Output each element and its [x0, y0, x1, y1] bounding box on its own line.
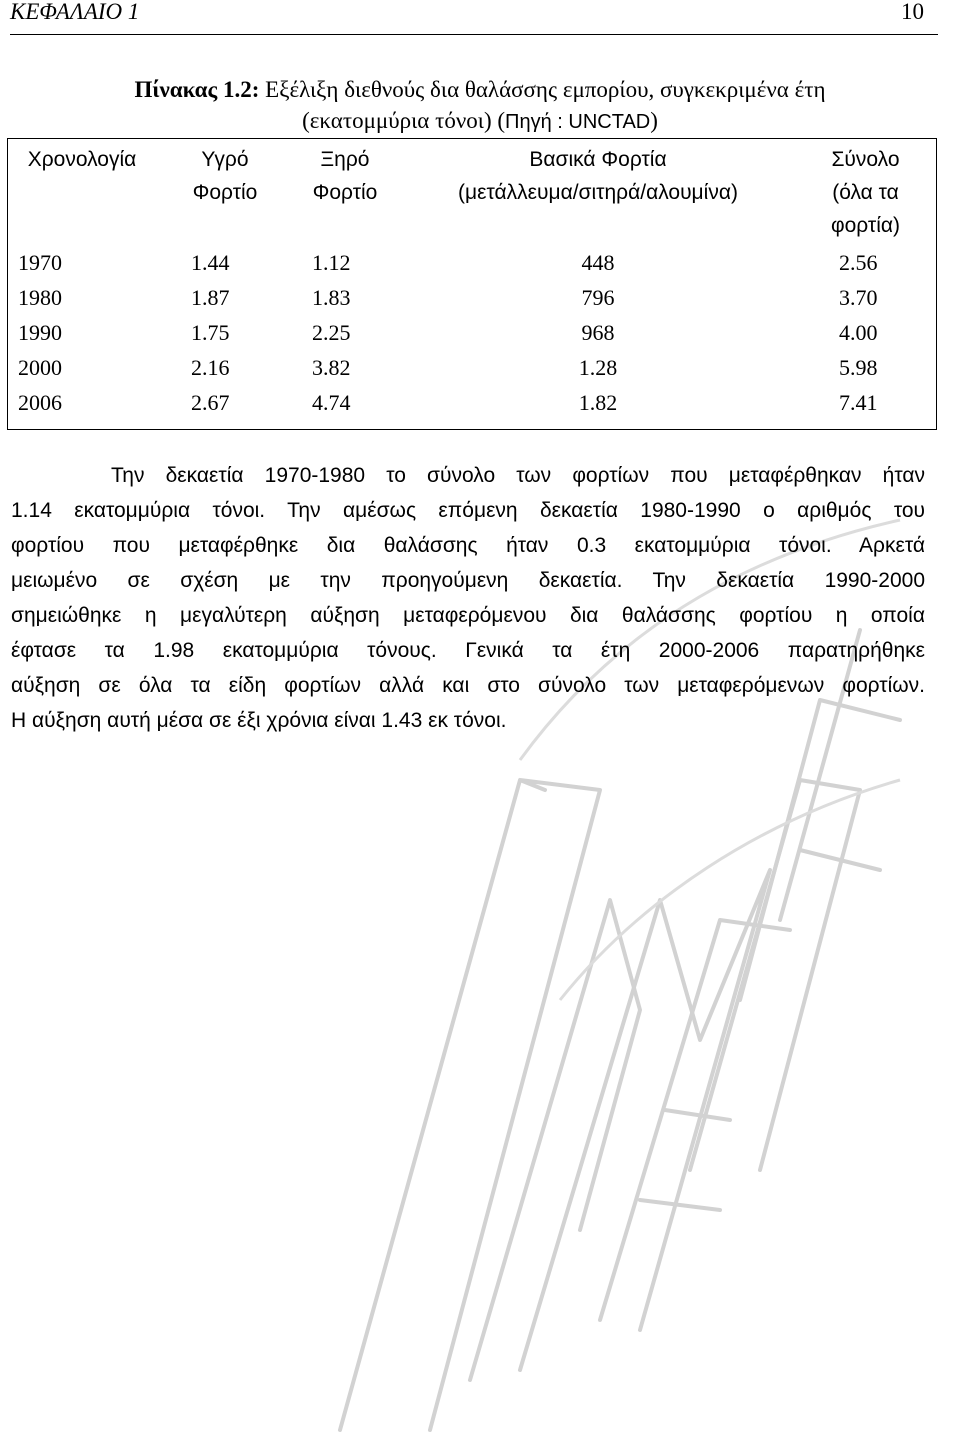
header-total: [803, 143, 928, 242]
paragraph-line: Την δεκαετία 1970-1980 το σύνολο των φορτίων που μεταφέρθηκαν ήταν: [111, 464, 925, 487]
table-caption-label: Πίνακας 1.2:: [134, 77, 260, 102]
paragraph-line: Η αύξηση αυτή μέσα σε έξι χρόνια είναι 1.43 εκ τόνοι.: [11, 709, 507, 732]
table-caption-line2: [0, 106, 960, 137]
table-caption-units: (εκατομμύρια τόνοι) (: [302, 108, 506, 133]
cell-total: 5.98: [839, 355, 878, 380]
cell-dry: 1.83: [312, 285, 351, 310]
header-liquid-line1: Υγρό: [201, 148, 249, 171]
trade-table: [7, 138, 937, 430]
header-year: [12, 143, 152, 176]
cell-liquid: 1.75: [191, 320, 230, 345]
paragraph-line: σημειώθηκε η μεγαλύτερη αύξηση μεταφερόμενου δια θαλάσσης φορτίου η οποία: [11, 604, 925, 627]
table-caption-line1: [0, 75, 960, 105]
table-caption-source: Πηγή : UNCTAD: [505, 111, 651, 133]
page-number: 10: [901, 0, 924, 24]
header-total-line1: Σύνολο: [831, 148, 900, 171]
header-year-label: Χρονολογία: [27, 148, 137, 171]
header-bulks-line2: (μετάλλευμα/σιτηρά/αλουμίνα): [458, 181, 738, 204]
cell-bulks: 1.28: [578, 355, 618, 380]
cell-liquid: 2.16: [191, 355, 230, 380]
body-paragraph: [11, 458, 925, 738]
header-total-line2: (όλα τα: [832, 181, 899, 204]
paragraph-line: 1.14 εκατομμύρια τόνοι. Την αμέσως επόμενη δεκαετία 1980-1990 ο αριθμός του: [11, 499, 925, 522]
paragraph-line: αύξηση σε όλα τα είδη φορτίων αλλά και στο σύνολο των μεταφερόμενων φορτίων.: [11, 674, 925, 697]
cell-total: 4.00: [839, 320, 878, 345]
paragraph-line: έφτασε τα 1.98 εκατομμύρια τόνους. Γενικά τα έτη 2000-2006 παρατηρήθηκε: [11, 639, 925, 662]
cell-dry: 1.12: [312, 250, 351, 275]
cell-dry: 4.74: [312, 390, 351, 415]
cell-year: 1980: [18, 285, 62, 310]
header-total-line3: φορτία): [830, 214, 901, 237]
header-bulks-line1: Βασικά Φορτία: [529, 148, 667, 171]
header-liquid-cargo: [170, 143, 280, 209]
cell-total: 3.70: [839, 285, 878, 310]
header-dry-line2: Φορτίο: [312, 181, 378, 204]
table-caption-close: ): [650, 108, 658, 133]
cell-liquid: 1.44: [191, 250, 230, 275]
cell-dry: 2.25: [312, 320, 351, 345]
header-dry-line1: Ξηρό: [320, 148, 370, 171]
header-dry-cargo: [290, 143, 400, 209]
cell-liquid: 2.67: [191, 390, 230, 415]
cell-year: 2006: [18, 390, 62, 415]
paragraph-line: φορτίου που μεταφέρθηκε δια θαλάσσης ήταν 0.3 εκατομμύρια τόνοι. Αρκετά: [11, 534, 925, 557]
cell-year: 1970: [18, 250, 62, 275]
header-liquid-line2: Φορτίο: [192, 181, 258, 204]
header-rule: [10, 34, 938, 35]
cell-total: 7.41: [839, 390, 878, 415]
cell-dry: 3.82: [312, 355, 351, 380]
cell-total: 2.56: [839, 250, 878, 275]
cell-year: 1990: [18, 320, 62, 345]
cell-year: 2000: [18, 355, 62, 380]
cell-bulks: 796: [581, 285, 615, 310]
page-header: [10, 0, 938, 35]
paragraph-line: μειωμένο σε σχέση με την προηγούμενη δεκαετία. Την δεκαετία 1990-2000: [11, 569, 925, 592]
header-main-bulks: [408, 143, 788, 209]
table-caption-text: Εξέλιξη διεθνούς δια θαλάσσης εμπορίου, συγκεκριμένα έτη: [259, 77, 826, 102]
cell-bulks: 448: [581, 250, 615, 275]
cell-bulks: 968: [581, 320, 615, 345]
cell-bulks: 1.82: [578, 390, 618, 415]
chapter-title: ΚΕΦΑΛΑΙΟ 1: [10, 0, 140, 24]
cell-liquid: 1.87: [191, 285, 230, 310]
